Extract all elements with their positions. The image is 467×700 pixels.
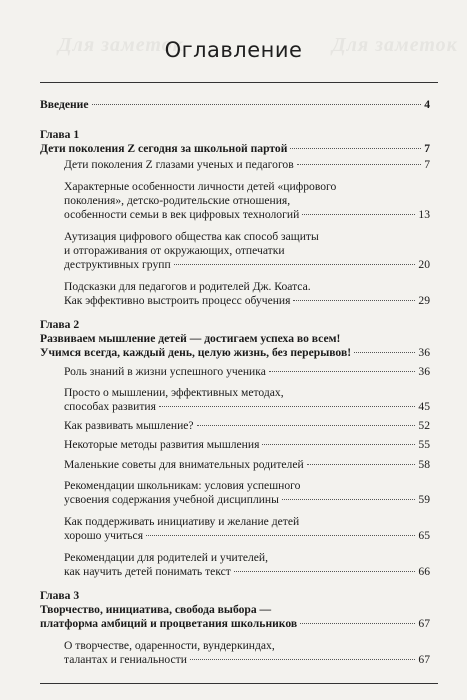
toc-page-number: 58	[418, 458, 430, 471]
dot-leader	[302, 214, 415, 215]
toc-entry-2-7[interactable]	[64, 529, 430, 543]
toc-entry-chapter-2-line-1[interactable]: Развиваем мышление детей — достигаем успеха во всем!	[40, 332, 341, 345]
toc-page-number: 67	[418, 653, 430, 666]
toc-entry-chapter-2[interactable]	[40, 346, 430, 360]
toc-page-number: 36	[418, 365, 430, 378]
toc-entry-1-1[interactable]	[64, 158, 430, 172]
toc-entry-1-3-line-1[interactable]: Аутизация цифрового общества как способ защиты	[64, 230, 319, 243]
toc-entry-text: деструктивных групп	[64, 258, 171, 271]
toc-page-number: 52	[418, 419, 430, 432]
dot-leader	[262, 444, 415, 445]
dot-leader	[174, 264, 416, 265]
toc-entry-2-6-line-1[interactable]: Рекомендации школьникам: условия успешного	[64, 479, 301, 492]
toc-entry-2-5[interactable]	[64, 458, 430, 472]
toc-entry-text: Как эффективно выстроить процесс обучения	[64, 294, 291, 307]
toc-page-number: 7	[424, 142, 430, 155]
toc-entry-2-2[interactable]	[64, 400, 430, 414]
toc-entry-text: Маленькие советы для внимательных родителей	[64, 458, 304, 471]
dot-leader	[197, 425, 416, 426]
toc-page-number: 4	[424, 98, 430, 111]
dot-leader	[92, 104, 422, 105]
toc-entry-2-3[interactable]	[64, 419, 430, 433]
toc-entry-text: Введение	[40, 98, 89, 111]
toc-page-number: 66	[418, 565, 430, 578]
toc-entry-2-1[interactable]	[64, 365, 430, 379]
dot-leader	[297, 164, 422, 165]
toc-entry-intro[interactable]	[40, 98, 430, 112]
toc-entry-chapter-3[interactable]	[40, 617, 430, 631]
toc-entry-2-7-line-1[interactable]: Как поддерживать инициативу и желание детей	[64, 515, 300, 528]
chapter-label-2: Глава 2	[40, 318, 80, 331]
toc-page-number: 55	[418, 438, 430, 451]
dot-leader	[300, 623, 415, 624]
toc-entry-3-1-line-1[interactable]: О творчестве, одаренности, вундеркиндах,	[64, 639, 275, 652]
toc-entry-text: талантах и гениальности	[64, 653, 187, 666]
toc-entry-text: как научить детей понимать текст	[64, 565, 231, 578]
toc-entry-2-6[interactable]	[64, 493, 430, 507]
dot-leader	[307, 464, 416, 465]
toc-entry-1-3[interactable]	[64, 258, 430, 272]
dot-leader	[146, 535, 415, 536]
toc-entry-1-2[interactable]	[64, 208, 430, 222]
toc-entry-chapter-1[interactable]	[40, 142, 430, 156]
dot-leader	[293, 300, 415, 301]
toc-entry-2-2-line-1[interactable]: Просто о мышлении, эффективных методах,	[64, 386, 284, 399]
toc-entry-1-2-line-2[interactable]: поколения», детско-родительские отношения,	[64, 194, 291, 207]
toc-entry-1-4[interactable]	[64, 294, 430, 308]
toc-page-number: 36	[418, 346, 430, 359]
toc-entry-text: Учимся всегда, каждый день, целую жизнь, без перерывов!	[40, 346, 352, 359]
toc-page-number: 45	[418, 400, 430, 413]
toc-entry-text: Дети поколения Z сегодня за школьной партой	[40, 142, 288, 155]
toc-entry-text: платформа амбиций и процветания школьников	[40, 617, 298, 630]
chapter-label-1: Глава 1	[40, 128, 80, 141]
toc-entry-1-2-line-1[interactable]: Характерные особенности личности детей «цифрового	[64, 180, 337, 193]
dot-leader	[234, 571, 416, 572]
toc-entry-text: Дети поколения Z глазами ученых и педагогов	[64, 158, 294, 171]
watermark-left: Для заметок	[58, 34, 184, 56]
dot-leader	[282, 499, 415, 500]
toc-page-number: 67	[418, 617, 430, 630]
toc-entry-text: Как развивать мышление?	[64, 419, 194, 432]
dot-leader	[354, 352, 415, 353]
toc-entry-text: способах развития	[64, 400, 156, 413]
toc-entry-2-8-line-1[interactable]: Рекомендации для родителей и учителей,	[64, 551, 269, 564]
toc-entry-chapter-3-line-1[interactable]: Творчество, инициатива, свобода выбора —	[40, 603, 272, 616]
dot-leader	[190, 659, 415, 660]
page-title: Оглавление	[164, 38, 303, 62]
toc-entry-3-1[interactable]	[64, 653, 430, 667]
toc-page-number: 13	[418, 208, 430, 221]
toc-page-number: 20	[418, 258, 430, 271]
toc-entry-text: Некоторые методы развития мышления	[64, 438, 260, 451]
toc-entry-text: особенности семьи в век цифровых технологий	[64, 208, 300, 221]
toc-page-number: 59	[418, 493, 430, 506]
toc-entry-1-3-line-2[interactable]: и отгораживания от окружающих, отпечатки	[64, 244, 285, 257]
dot-leader	[159, 406, 415, 407]
top-rule	[40, 82, 438, 83]
dot-leader	[269, 371, 416, 372]
toc-page-number: 7	[424, 158, 430, 171]
chapter-label-3: Глава 3	[40, 589, 80, 602]
toc-entry-text: усвоения содержания учебной дисциплины	[64, 493, 279, 506]
bottom-rule	[40, 683, 438, 684]
dot-leader	[290, 148, 421, 149]
toc-entry-text: Роль знаний в жизни успешного ученика	[64, 365, 266, 378]
toc-entry-2-8[interactable]	[64, 565, 430, 579]
toc-page-number: 65	[418, 529, 430, 542]
toc-page-number: 29	[418, 294, 430, 307]
toc-entry-1-4-line-1[interactable]: Подсказки для педагогов и родителей Дж. Коатса.	[64, 280, 311, 293]
toc-entry-text: хорошо учиться	[64, 529, 144, 542]
toc-entry-2-4[interactable]	[64, 438, 430, 452]
watermark-right: Для заметок	[332, 34, 458, 56]
